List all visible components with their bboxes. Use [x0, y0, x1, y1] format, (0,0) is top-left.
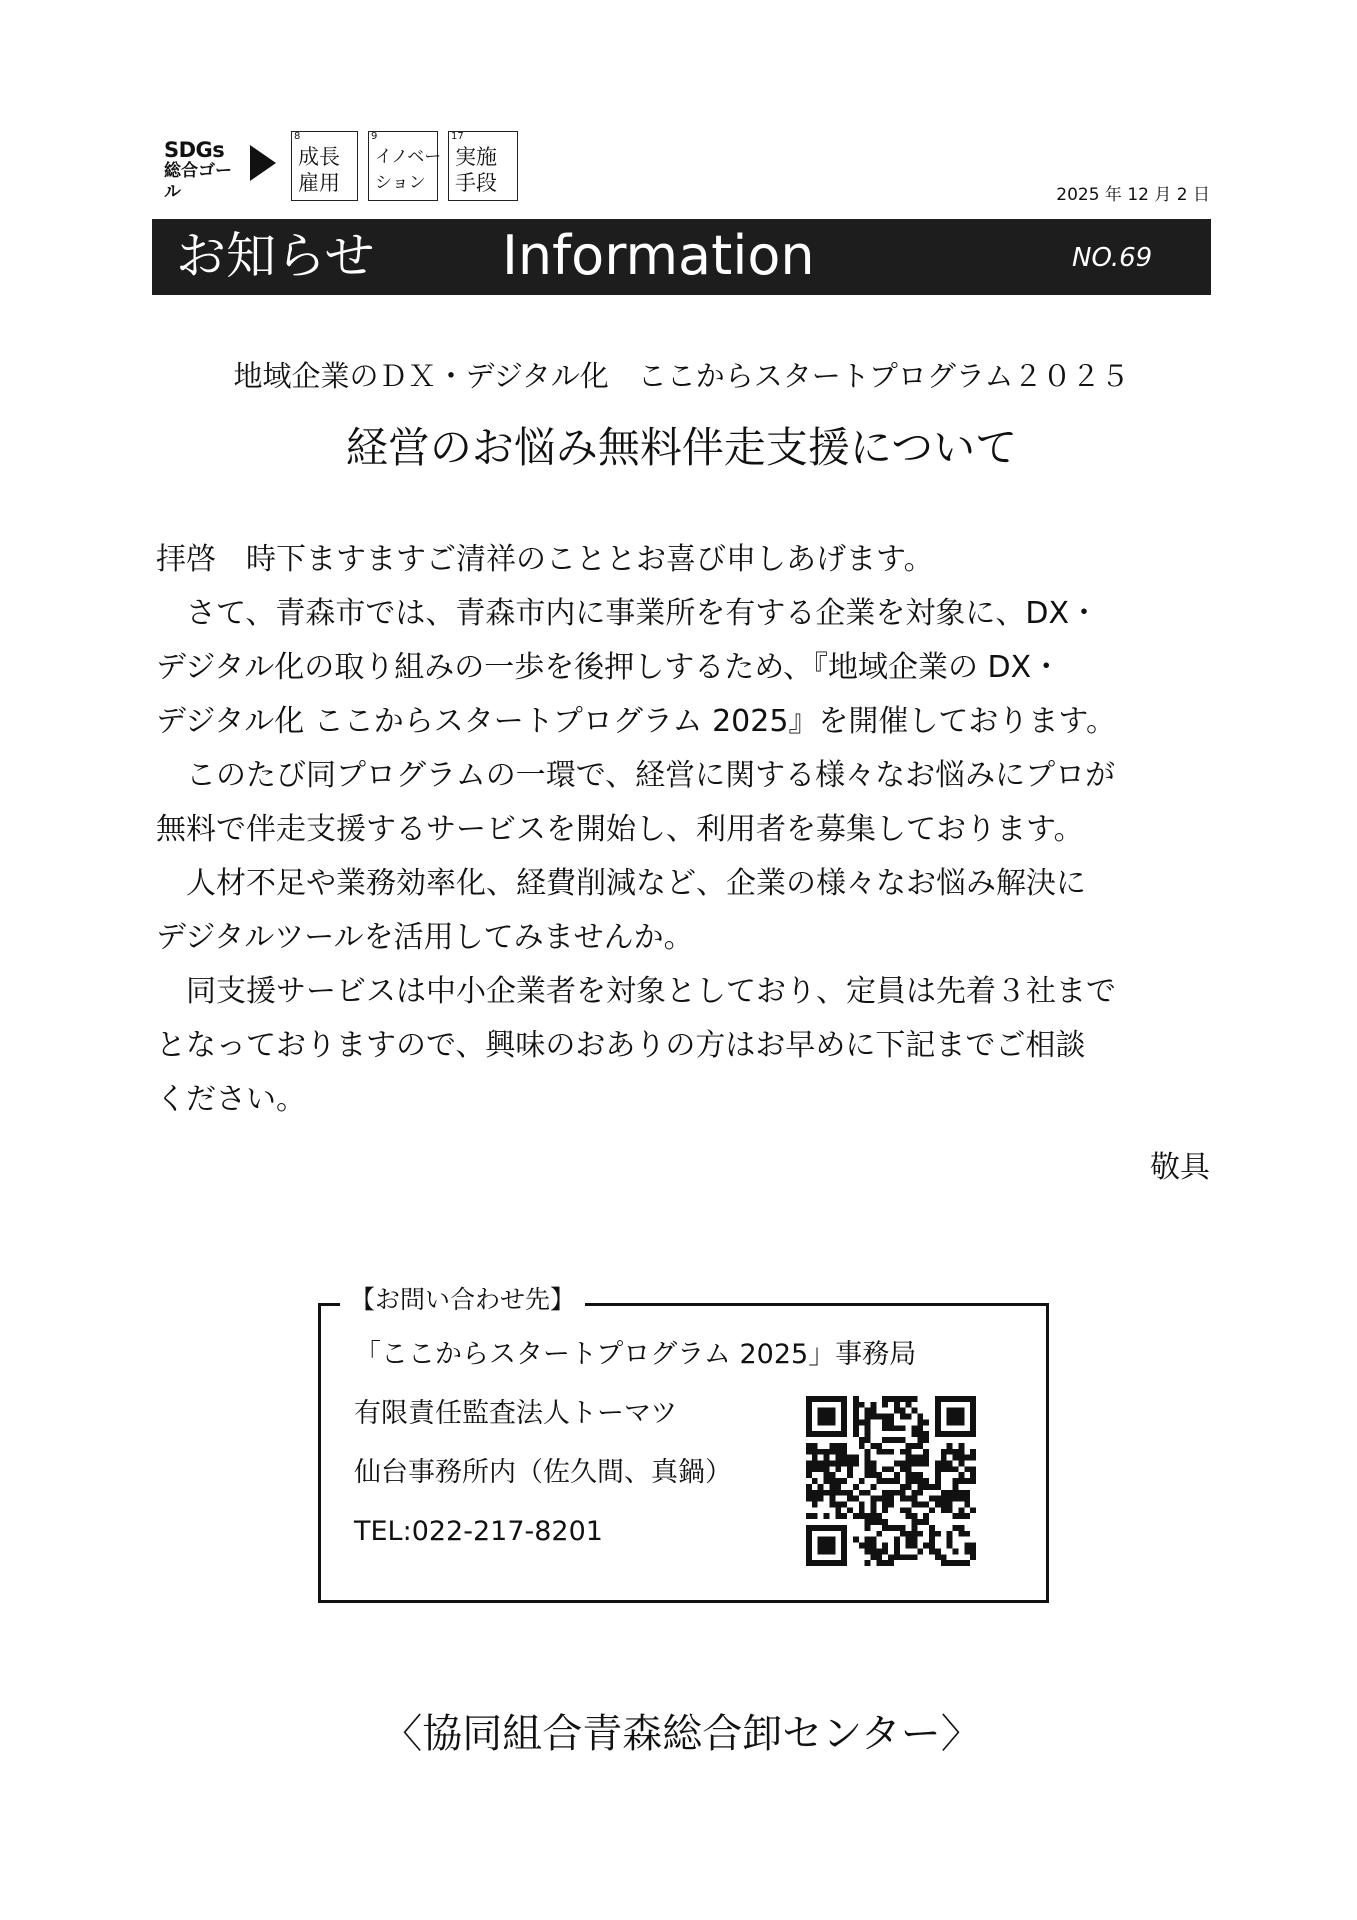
contact-branch: 仙台事務所内（佐久間、真鍋） — [354, 1457, 732, 1488]
sdg-goal-text: 実施 手段 — [455, 145, 497, 195]
banner-title-ja: お知らせ — [176, 227, 375, 285]
arrow-right-icon — [250, 145, 276, 181]
closing-salutation: 敬具 — [1150, 1150, 1210, 1185]
sdg-goal-text: イノベー ション — [375, 147, 442, 193]
document-title: 経営のお悩み無料伴走支援について — [345, 423, 1018, 472]
body-line: さて、青森市では、青森市内に事業所を有する企業を対象に、DX・ — [156, 596, 1100, 631]
issue-date: 2025 年 12 月 2 日 — [1056, 185, 1210, 205]
body-line: 人材不足や業務効率化、経費削減など、企業の様々なお悩み解決に — [156, 866, 1086, 901]
contact-heading: 【お問い合わせ先】 — [340, 1282, 585, 1318]
body-line: 無料で伴走支援するサービスを開始し、利用者を募集しております。 — [156, 812, 1084, 847]
body-line: 拝啓 時下ますますご清祥のこととお喜び申しあげます。 — [156, 542, 934, 577]
body-line: デジタル化 ここからスタートプログラム 2025』を開催しております。 — [156, 704, 1117, 739]
info-banner — [152, 219, 1211, 295]
sdg-goal-number: 9 — [371, 131, 378, 142]
organization-name: 〈協同組合青森総合卸センター〉 — [382, 1711, 981, 1757]
body-line: このたび同プログラムの一環で、経営に関する様々なお悩みにプロが — [156, 758, 1116, 793]
sdgs-label-line2: 総合ゴール — [164, 161, 232, 202]
document-subtitle: 地域企業のＤＸ・デジタル化 ここからスタートプログラム２０２５ — [233, 359, 1130, 393]
sdg-goal-17 — [448, 131, 518, 201]
banner-title-en: Information — [502, 224, 815, 287]
sdg-goal-number: 8 — [294, 131, 301, 142]
letter-body — [156, 533, 1216, 1127]
sdg-goal-8 — [291, 131, 358, 201]
contact-office: 「ここからスタートプログラム 2025」事務局 — [354, 1339, 917, 1370]
contact-phone: TEL:022-217-8201 — [354, 1516, 603, 1547]
sdg-goal-number: 17 — [451, 131, 464, 142]
sdg-goal-text: 成長 雇用 — [298, 145, 340, 195]
body-line: ください。 — [156, 1082, 306, 1117]
body-line: デジタルツールを活用してみませんか。 — [156, 920, 694, 955]
sdgs-label-line1: SDGs — [164, 138, 225, 162]
contact-company: 有限責任監査法人トーマツ — [354, 1398, 678, 1429]
body-line: となっておりますので、興味のおありの方はお早めに下記までご相談 — [156, 1028, 1086, 1063]
body-line: デジタル化の取り組みの一歩を後押しするため、『地域企業の DX・ — [156, 650, 1062, 685]
issue-number: NO.69 — [1072, 243, 1153, 273]
sdgs-label — [164, 140, 248, 203]
sdg-goal-9 — [368, 131, 442, 201]
body-line: 同支援サービスは中小企業者を対象としており、定員は先着３社まで — [156, 974, 1116, 1009]
qr-code-icon[interactable] — [806, 1396, 976, 1566]
